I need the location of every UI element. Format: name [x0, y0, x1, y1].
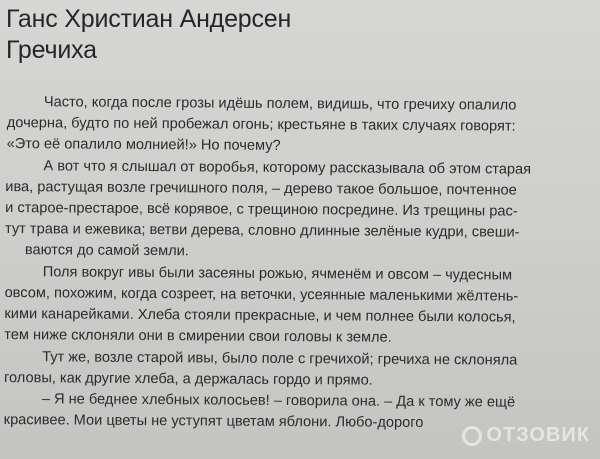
text-line: – Я не беднее хлебных колосьев! – говорила она. – Да к тому же ещё	[41, 391, 516, 411]
text-line: ива, растущая возле гречишного поля, – дерево такое большое, почтенное	[5, 179, 517, 199]
story-text	[0, 92, 600, 431]
text-line: тем ниже склоняли они в смирении свои головы к земле.	[4, 327, 392, 346]
watermark-text: OTЗОВИК	[486, 424, 590, 446]
title-block	[6, 4, 291, 66]
text-line: А вот что я слышал от воробья, которому рассказывала об этом старая	[43, 158, 532, 178]
author-name: Ганс Христиан Андерсен	[6, 5, 292, 33]
text-line: дочерна, будто по ней пробежал огонь; крестьяне в таких случаях говорят:	[6, 115, 516, 135]
watermark	[462, 424, 590, 447]
text-line: тут трава и ежевика; ветви дерева, словно длинные зелёные кудри, свеши-	[4, 221, 520, 241]
text-line: красивее. Мои цветы не уступят цветам яблони. Любо-дорого	[3, 412, 424, 431]
text-line: головы, как другие хлеба, а держалась гордо и прямо.	[3, 370, 373, 389]
text-line: Часто, когда после грозы идёшь полем, видишь, что гречиху опалило	[43, 94, 517, 114]
text-line: Тут же, возле старой ивы, было поле с гречихой; гречиха не склоняла	[42, 349, 518, 369]
watermark-logo-icon	[462, 426, 482, 446]
text-line: овсом, похожим, когда созреет, на веточки, усеянные маленькими жёлтень-	[4, 285, 519, 305]
text-line: «Это её опалило молнией!» Но почему?	[6, 136, 281, 154]
text-line: и старое-престарое, всё корявое, с трещиною посредине. Из трещины рас-	[5, 200, 518, 220]
text-line: кими канарейками. Хлеба стояли прекрасные, и чем полнее были колосья,	[4, 306, 516, 326]
text-line: Поля вокруг ивы были засеяны рожью, ячменём и овсом – чудесным	[42, 264, 513, 284]
story-title: Гречиха	[6, 36, 97, 64]
text-line: ваются до самой земли.	[24, 242, 189, 260]
